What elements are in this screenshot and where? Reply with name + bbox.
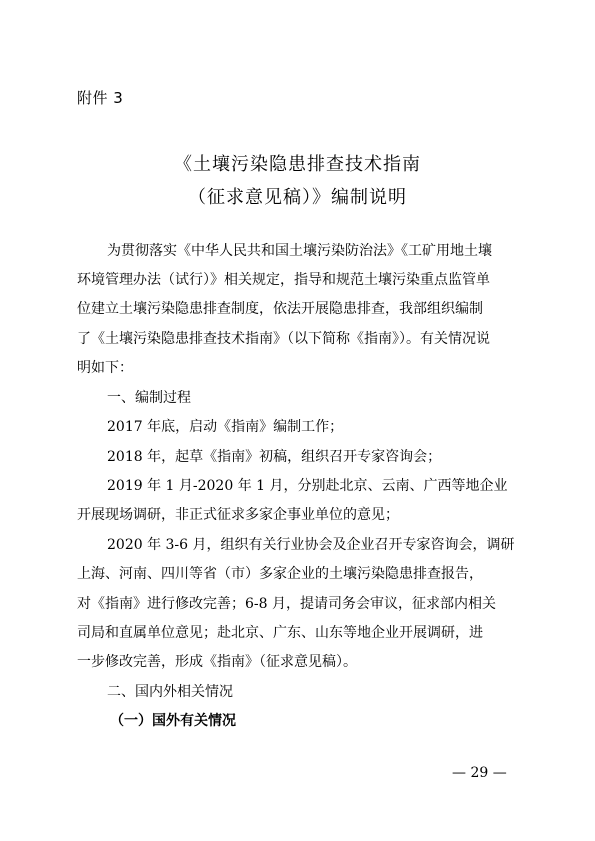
intro-line-2: 环境管理办法（试行）》相关规定，指导和规范土壤污染重点监管单 <box>77 272 490 288</box>
process-line-7: 对《指南》进行修改完善；6-8 月，提请司务会审议，征求部内相关 <box>77 596 496 612</box>
intro-line-1: 为贯彻落实《中华人民共和国土壤污染防治法》《工矿用地土壤 <box>107 243 492 259</box>
process-line-2: 2018 年，起草《指南》初稿，组织召开专家咨询会； <box>107 449 442 465</box>
attachment-label: 附件 3 <box>77 89 124 107</box>
process-line-6: 上海、河南、四川等省（市）多家企业的土壤污染隐患排查报告， <box>77 566 483 582</box>
process-line-8: 司局和直属单位意见；赴北京、广东、山东等地企业开展调研，进 <box>77 625 483 641</box>
intro-line-5: 明如下： <box>77 360 133 376</box>
page-number: — 29 — <box>452 765 507 781</box>
document-title-line-1: 《土壤污染隐患排查技术指南 <box>174 154 421 175</box>
intro-line-4: 了《土壤污染隐患排查技术指南》（以下简称《指南》）。有关情况说 <box>77 331 490 347</box>
intro-line-3: 位建立土壤污染隐患排查制度，依法开展隐患排查，我部组织编制 <box>77 301 483 317</box>
section-heading-2: 二、国内外相关情况 <box>107 684 233 700</box>
process-line-5: 2020 年 3-6 月，组织有关行业协会及企业召开专家咨询会，调研 <box>107 537 515 553</box>
process-line-3: 2019 年 1 月-2020 年 1 月，分别赴北京、云南、广西等地企业 <box>107 478 508 494</box>
process-line-4: 开展现场调研，非正式征求多家企事业单位的意见； <box>77 507 399 523</box>
process-line-9: 一步修改完善，形成《指南》（征求意见稿）。 <box>77 654 357 670</box>
document-title-line-2: （征求意见稿）》编制说明 <box>188 187 407 208</box>
process-line-1: 2017 年底，启动《指南》编制工作； <box>107 419 344 435</box>
subsection-heading-1: （一）国外有关情况 <box>110 713 236 729</box>
section-heading-1: 一、编制过程 <box>107 390 191 406</box>
